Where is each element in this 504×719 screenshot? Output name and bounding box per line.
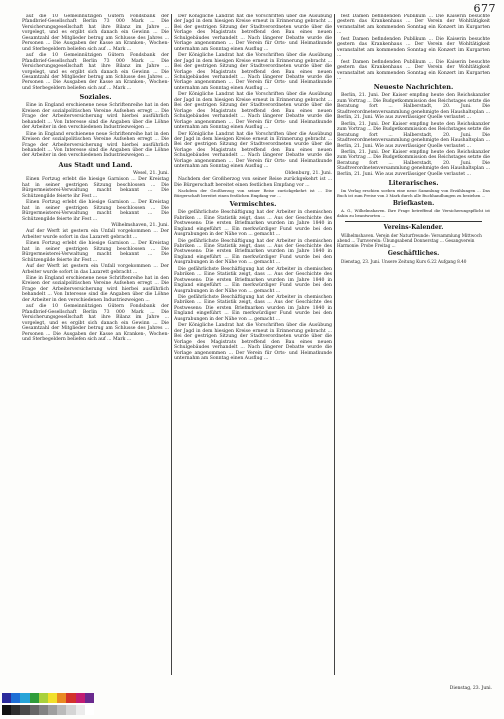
section-heading-vereins-kalender: Vereins-Kalender. bbox=[383, 223, 444, 231]
column-1 bbox=[22, 14, 169, 675]
color-swatch bbox=[76, 693, 85, 703]
column-divider-2 bbox=[334, 14, 335, 675]
dateline: Wilhelmshaven, 21. Juni. bbox=[111, 222, 169, 228]
page-number: 677 bbox=[473, 2, 496, 15]
color-swatch bbox=[48, 693, 57, 703]
article-text: Der Königliche Landrat hat die Vorschriften über die Ausübung der Jagd in dem hiesigen Kreise erneut in Erinnerung gebracht ... Bei der gestrigen Sitzung der Stadtverordneten wurde über die Vorlage des Magistrats betreffend den Bau eines neuen Schulgebäudes verhandelt ... Nach längerer Debatte wurde die Vorlage angenommen ... Der Verein für Orts- und Heimatkunde unternahm am Sonntag einen Ausflug ... bbox=[174, 323, 332, 362]
grayscale-calibration-bar bbox=[2, 705, 94, 715]
article-text: auf die 10 Gemeinnützigen Gütern Fondsbank der Pfandbrief-Gesellschaft Berlin 73 000 Mark ... Die Versicherungsgesellschaft hat ihre Bilanz im Jahre ... vorgelegt, und es ergibt sich danach ein Gewinn ... Die Gesamtzahl der Mitglieder betrug am Schlusse des Jahres ... Personen ... Die Ausgaben der Kasse an Kranken-, Wochen- und Sterbegeldern beliefen sich auf ... Mark ... bbox=[22, 304, 169, 343]
color-calibration-bar bbox=[2, 693, 94, 703]
article-text: Eine in England erschienene neue Schriftenreihe hat in den Kreisen der sozialpolitischen Vereine Aufsehen erregt ... Die Frage der Arbeiterversicherung wird hierbei ausführlich behandelt ... Von Interesse sind die Angaben über die Löhne der Arbeiter in den verschiedenen Industriezweigen ... bbox=[22, 131, 169, 159]
dateline: Oldenburg, 21. Juni. bbox=[284, 170, 332, 176]
article-text: Der Königliche Landrat hat die Vorschriften über die Ausübung der Jagd in dem hiesigen Kreise erneut in Erinnerung gebracht ... Bei der gestrigen Sitzung der Stadtverordneten wurde über die Vorlage des Magistrats betreffend den Bau eines neuen Schulgebäudes verhandelt ... Nach längerer Debatte wurde die Vorlage angenommen ... Der Verein für Orts- und Heimatkunde unternahm am Sonntag einen Ausflug ... bbox=[174, 92, 332, 131]
gray-swatch bbox=[66, 705, 75, 715]
section-heading-briefkasten: Briefkasten. bbox=[392, 200, 435, 208]
gray-swatch bbox=[85, 705, 94, 715]
article-text: Die gefährlichste Beschäftigung hat der Arbeiter in chemischen Fabriken ... Eine Statistik zeigt, dass ... Aus der Geschichte des Postwesens: Die ersten Briefmarken wurden im Jahre 1840 in England eingeführt ... Ein merkwürdiger Fund wurde bei den Ausgrabungen in der Nähe von ... gemacht ... bbox=[174, 238, 332, 266]
article-text: Berlin, 21. Juni. Der Kaiser empfing heute den Reichskanzler zum Vortrag ... Die Budgetkommission des Reichstages setzte die Beratung fort ... Halberstadt, 20. Juni. Die Stadtverordnetenversammlung genehmigte den Haushaltsplan ... Berlin, 21. Juni. Wie aus zuverlässiger Quelle verlautet ... bbox=[337, 121, 490, 149]
gray-swatch bbox=[39, 705, 48, 715]
article-text: Dienstag, 23. Juni. Unsere Zeitung Kurs 6.22 Aufgang 8.40 bbox=[341, 258, 467, 264]
section-heading-geschaeftliches: Geschäftliches. bbox=[387, 249, 440, 257]
article-text: fest Damen befindenden Publikum ... Die Kaiserin besuchte gestern das Krankenhaus ... Der Verein der Wohltätigkeit veranstaltet am kommenden Sonntag ein Konzert im Kurgarten ... bbox=[337, 36, 490, 59]
section-heading-soziales: Soziales. bbox=[79, 93, 112, 102]
section-heading-vermischtes: Vermischtes. bbox=[229, 200, 277, 209]
article-text: Einen Fortzug erlebt die hiesige Garnison ... Der Kreistag hat in seiner gestrigen Sitzung beschlossen ... Die Bürgermeisterei-Verwaltung macht bekannt ... Die Schützengilde feierte ihr Fest ... bbox=[22, 177, 169, 199]
article-text: Im Verlag erschien soeben eine neue Sammlung von Erzählungen ... Das Buch ist zum Preise von 3 Mark durch alle Buchhandlungen zu beziehen ... bbox=[337, 188, 490, 198]
footer-note: Dienstag, 23. Juni. bbox=[449, 686, 492, 691]
color-swatch bbox=[11, 693, 20, 703]
section-heading-neueste-nachrichten: Neueste Nachrichten. bbox=[373, 83, 454, 92]
gray-swatch bbox=[48, 705, 57, 715]
column-divider-1 bbox=[171, 14, 172, 675]
column-2 bbox=[174, 14, 332, 675]
article-text: Der Königliche Landrat hat die Vorschriften über die Ausübung der Jagd in dem hiesigen Kreise erneut in Erinnerung gebracht ... Bei der gestrigen Sitzung der Stadtverordneten wurde über die Vorlage des Magistrats betreffend den Bau eines neuen Schulgebäudes verhandelt ... Nach längerer Debatte wurde die Vorlage angenommen ... Der Verein für Orts- und Heimatkunde unternahm am Sonntag einen Ausflug ... bbox=[174, 53, 332, 91]
article-text: Berlin, 21. Juni. Der Kaiser empfing heute den Reichskanzler zum Vortrag ... Die Budgetkommission des Reichstages setzte die Beratung fort ... Halberstadt, 20. Juni. Die Stadtverordnetenversammlung genehmigte den Haushaltsplan ... Berlin, 21. Juni. Wie aus zuverlässiger Quelle verlautet ... bbox=[337, 149, 490, 177]
color-swatch bbox=[30, 693, 39, 703]
color-swatch bbox=[2, 693, 11, 703]
article-text: Einen Fortzug erlebt die hiesige Garnison ... Der Kreistag hat in seiner gestrigen Sitzung beschlossen ... Die Bürgermeisterei-Verwaltung macht bekannt ... Die Schützengilde feierte ihr Fest ... bbox=[22, 200, 169, 222]
dateline: Wesel, 21. Juni. bbox=[133, 170, 169, 176]
section-heading-literarisches: Literarisches. bbox=[388, 179, 439, 188]
color-swatch bbox=[66, 693, 75, 703]
article-text: Auf der Werft ist gestern ein Unfall vorgekommen ... Der Arbeiter wurde sofort in das Lazarett gebracht ... bbox=[22, 229, 169, 240]
article-text: Die gefährlichste Beschäftigung hat der Arbeiter in chemischen Fabriken ... Eine Statistik zeigt, dass ... Aus der Geschichte des Postwesens: Die ersten Briefmarken wurden im Jahre 1840 in England eingeführt ... Ein merkwürdiger Fund wurde bei den Ausgrabungen in der Nähe von ... gemacht ... bbox=[174, 266, 332, 294]
scan-margin bbox=[0, 675, 504, 719]
article-text: Auf der Werft ist gestern ein Unfall vorgekommen ... Der Arbeiter wurde sofort in das Lazarett gebracht ... bbox=[22, 264, 169, 275]
color-swatch bbox=[57, 693, 66, 703]
article-text: Nachdem der Großherzog von seiner Reise zurückgekehrt ist ... Die Bürgerschaft bereitet einen festlichen Empfang vor ... bbox=[174, 188, 332, 198]
gray-swatch bbox=[76, 705, 85, 715]
gray-swatch bbox=[20, 705, 29, 715]
color-swatch bbox=[85, 693, 94, 703]
article-text: Nachdem der Großherzog von seiner Reise zurückgekehrt ist ... Die Bürgerschaft bereitet einen festlichen Empfang vor ... bbox=[174, 177, 332, 188]
article-text: A. G., Wilhelmshaven. Ihre Frage betreffend die Versicherungspflicht ist dahin zu beantworten ... bbox=[337, 208, 490, 219]
article-text: Der Königliche Landrat hat die Vorschriften über die Ausübung der Jagd in dem hiesigen Kreise erneut in Erinnerung gebracht ... Bei der gestrigen Sitzung der Stadtverordneten wurde über die Vorlage des Magistrats betreffend den Bau eines neuen Schulgebäudes verhandelt ... Nach längerer Debatte wurde die Vorlage angenommen ... Der Verein für Orts- und Heimatkunde unternahm am Sonntag einen Ausflug ... bbox=[174, 14, 332, 52]
article-text: auf die 10 Gemeinnützigen Gütern Fondsbank der Pfandbrief-Gesellschaft Berlin 73 000 Mark ... Die Versicherungsgesellschaft hat ihre Bilanz im Jahre ... vorgelegt, und es ergibt sich danach ein Gewinn ... Die Gesamtzahl der Mitglieder betrug am Schlusse des Jahres ... Personen ... Die Ausgaben der Kasse an Kranken-, Wochen- und Sterbegeldern beliefen sich auf ... Mark ... bbox=[22, 53, 169, 91]
article-text: Eine in England erschienene neue Schriftenreihe hat in den Kreisen der sozialpolitischen Vereine Aufsehen erregt ... Die Frage der Arbeiterversicherung wird hierbei ausführlich behandelt ... Von Interesse sind die Angaben über die Löhne der Arbeiter in den verschiedenen Industriezweigen ... bbox=[22, 103, 169, 131]
article-text: Eine in England erschienene neue Schriftenreihe hat in den Kreisen der sozialpolitischen Vereine Aufsehen erregt ... Die Frage der Arbeiterversicherung wird hierbei ausführlich behandelt ... Von Interesse sind die Angaben über die Löhne der Arbeiter in den verschiedenen Industriezweigen ... bbox=[22, 276, 169, 303]
article-text: Die gefährlichste Beschäftigung hat der Arbeiter in chemischen Fabriken ... Eine Statistik zeigt, dass ... Aus der Geschichte des Postwesens: Die ersten Briefmarken wurden im Jahre 1840 in England eingeführt ... Ein merkwürdiger Fund wurde bei den Ausgrabungen in der Nähe von ... gemacht ... bbox=[174, 295, 332, 322]
article-text: Berlin, 21. Juni. Der Kaiser empfing heute den Reichskanzler zum Vortrag ... Die Budgetkommission des Reichstages setzte die Beratung fort ... Halberstadt, 20. Juni. Die Stadtverordnetenversammlung genehmigte den Haushaltsplan ... Berlin, 21. Juni. Wie aus zuverlässiger Quelle verlautet ... bbox=[337, 93, 490, 121]
gray-swatch bbox=[2, 705, 11, 715]
color-swatch bbox=[39, 693, 48, 703]
article-text: Die gefährlichste Beschäftigung hat der Arbeiter in chemischen Fabriken ... Eine Statistik zeigt, dass ... Aus der Geschichte des Postwesens: Die ersten Briefmarken wurden im Jahre 1840 in England eingeführt ... Ein merkwürdiger Fund wurde bei den Ausgrabungen in der Nähe von ... gemacht ... bbox=[174, 210, 332, 238]
divider bbox=[345, 221, 482, 222]
event-listing: Wilhelmshaven. Verein der Naturfreunde: Versammlung Mittwoch abend ... Turnverein: Übungsabend Donnerstag ... Gesangverein Harmonie: Probe Freitag ... bbox=[337, 232, 482, 248]
article-text: Einen Fortzug erlebt die hiesige Garnison ... Der Kreistag hat in seiner gestrigen Sitzung beschlossen ... Die Bürgermeisterei-Verwaltung macht bekannt ... Die Schützengilde feierte ihr Fest ... bbox=[22, 241, 169, 263]
section-heading-stadt-und-land: Aus Stadt und Land. bbox=[58, 160, 133, 169]
column-3 bbox=[337, 14, 490, 675]
gray-swatch bbox=[30, 705, 39, 715]
article-text: fest Damen befindenden Publikum ... Die Kaiserin besuchte gestern das Krankenhaus ... Der Verein der Wohltätigkeit veranstaltet am kommenden Sonntag ein Konzert im Kurgarten ... bbox=[337, 59, 490, 81]
article-text: Der Königliche Landrat hat die Vorschriften über die Ausübung der Jagd in dem hiesigen Kreise erneut in Erinnerung gebracht ... Bei der gestrigen Sitzung der Stadtverordneten wurde über die Vorlage des Magistrats betreffend den Bau eines neuen Schulgebäudes verhandelt ... Nach längerer Debatte wurde die Vorlage angenommen ... Der Verein für Orts- und Heimatkunde unternahm am Sonntag einen Ausflug ... bbox=[174, 131, 332, 170]
article-text: fest Damen befindenden Publikum ... Die Kaiserin besuchte gestern das Krankenhaus ... Der Verein der Wohltätigkeit veranstaltet am kommenden Sonntag ein Konzert im Kurgarten ... bbox=[337, 14, 490, 36]
gray-swatch bbox=[11, 705, 20, 715]
article-text: auf die 10 Gemeinnützigen Gütern Fondsbank der Pfandbrief-Gesellschaft Berlin 73 000 Mark ... Die Versicherungsgesellschaft hat ihre Bilanz im Jahre ... vorgelegt, und es ergibt sich danach ein Gewinn ... Die Gesamtzahl der Mitglieder betrug am Schlusse des Jahres ... Personen ... Die Ausgaben der Kasse an Kranken-, Wochen- und Sterbegeldern beliefen sich auf ... Mark ... bbox=[22, 14, 169, 52]
color-swatch bbox=[20, 693, 29, 703]
gray-swatch bbox=[57, 705, 66, 715]
